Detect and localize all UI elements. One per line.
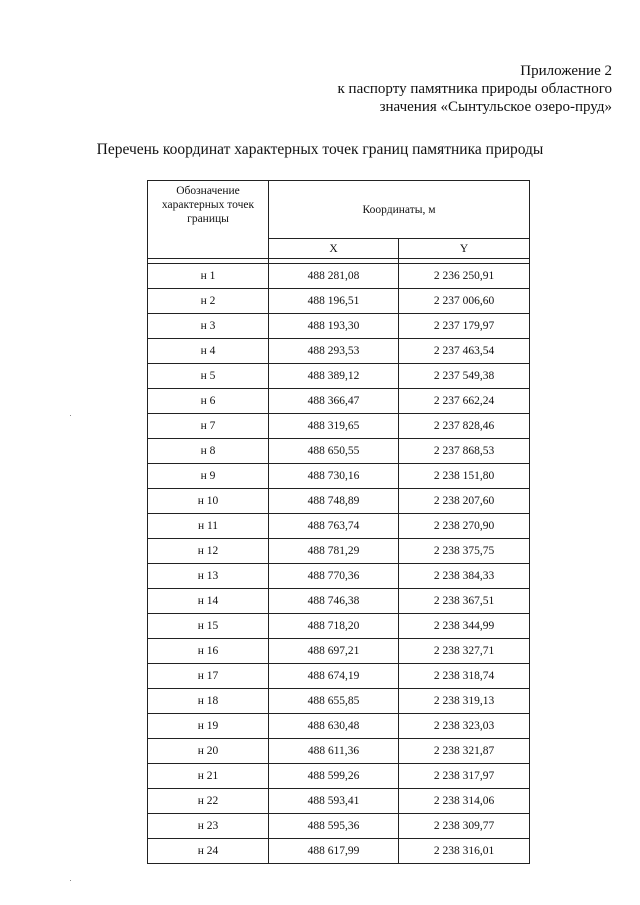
x-cell: 488 630,48 (269, 714, 399, 739)
point-cell: н 7 (148, 414, 269, 439)
x-cell: 488 593,41 (269, 789, 399, 814)
x-cell: 488 617,99 (269, 839, 399, 864)
point-cell: н 9 (148, 464, 269, 489)
table-row (148, 664, 530, 689)
y-cell: 2 237 662,24 (399, 389, 530, 414)
table-row (148, 539, 530, 564)
y-cell: 2 237 828,46 (399, 414, 530, 439)
y-cell: 2 238 270,90 (399, 514, 530, 539)
point-cell: н 22 (148, 789, 269, 814)
table-row (148, 689, 530, 714)
x-cell: 488 389,12 (269, 364, 399, 389)
x-cell: 488 293,53 (269, 339, 399, 364)
table-row (148, 464, 530, 489)
table-row (148, 714, 530, 739)
y-cell: 2 238 344,99 (399, 614, 530, 639)
x-cell: 488 730,16 (269, 464, 399, 489)
point-cell: н 20 (148, 739, 269, 764)
coordinates-header: Координаты, м (269, 181, 530, 239)
x-cell: 488 281,08 (269, 264, 399, 289)
y-cell: 2 238 323,03 (399, 714, 530, 739)
point-cell: н 24 (148, 839, 269, 864)
point-cell: н 15 (148, 614, 269, 639)
y-cell: 2 237 179,97 (399, 314, 530, 339)
coordinates-table (147, 180, 530, 864)
table-row (148, 564, 530, 589)
x-cell: 488 748,89 (269, 489, 399, 514)
table-row (148, 614, 530, 639)
y-cell: 2 238 314,06 (399, 789, 530, 814)
y-cell: 2 238 321,87 (399, 739, 530, 764)
point-cell: н 1 (148, 264, 269, 289)
x-cell: 488 697,21 (269, 639, 399, 664)
x-cell: 488 366,47 (269, 389, 399, 414)
y-cell: 2 238 327,71 (399, 639, 530, 664)
y-cell: 2 237 549,38 (399, 364, 530, 389)
x-cell: 488 595,36 (269, 814, 399, 839)
table-row (148, 514, 530, 539)
y-cell: 2 236 250,91 (399, 264, 530, 289)
table-row (148, 364, 530, 389)
y-cell: 2 238 318,74 (399, 664, 530, 689)
x-cell: 488 746,38 (269, 589, 399, 614)
y-cell: 2 238 309,77 (399, 814, 530, 839)
y-cell: 2 238 367,51 (399, 589, 530, 614)
point-cell: н 14 (148, 589, 269, 614)
coordinates-body (148, 264, 530, 864)
table-row (148, 764, 530, 789)
table-row (148, 739, 530, 764)
appendix-header (338, 62, 612, 116)
y-column-header: Y (399, 239, 530, 259)
point-cell: н 19 (148, 714, 269, 739)
point-designation-header: Обозначение характерных точек границы (148, 181, 269, 259)
table-row (148, 839, 530, 864)
point-cell: н 21 (148, 764, 269, 789)
scan-speck (70, 880, 71, 881)
table-row (148, 389, 530, 414)
scan-speck (70, 415, 71, 416)
x-cell: 488 650,55 (269, 439, 399, 464)
point-cell: н 6 (148, 389, 269, 414)
x-cell: 488 770,36 (269, 564, 399, 589)
document-title: Перечень координат характерных точек границ памятника природы (96, 141, 544, 158)
table-row (148, 339, 530, 364)
table-row (148, 414, 530, 439)
point-cell: н 3 (148, 314, 269, 339)
y-cell: 2 238 319,13 (399, 689, 530, 714)
y-cell: 2 238 384,33 (399, 564, 530, 589)
appendix-line-1: Приложение 2 (520, 63, 612, 79)
y-cell: 2 238 316,01 (399, 839, 530, 864)
table-row (148, 789, 530, 814)
point-cell: н 13 (148, 564, 269, 589)
y-cell: 2 237 463,54 (399, 339, 530, 364)
y-cell: 2 237 006,60 (399, 289, 530, 314)
table-row (148, 814, 530, 839)
y-cell: 2 238 151,80 (399, 464, 530, 489)
point-cell: н 11 (148, 514, 269, 539)
x-cell: 488 319,65 (269, 414, 399, 439)
point-cell: н 5 (148, 364, 269, 389)
x-cell: 488 763,74 (269, 514, 399, 539)
y-cell: 2 238 207,60 (399, 489, 530, 514)
x-cell: 488 781,29 (269, 539, 399, 564)
x-cell: 488 599,26 (269, 764, 399, 789)
x-cell: 488 611,36 (269, 739, 399, 764)
point-cell: н 8 (148, 439, 269, 464)
x-column-header: X (269, 239, 399, 259)
point-cell: н 16 (148, 639, 269, 664)
appendix-line-3: значения «Сынтульское озеро-пруд» (379, 99, 612, 115)
point-cell: н 4 (148, 339, 269, 364)
point-cell: н 18 (148, 689, 269, 714)
point-cell: н 23 (148, 814, 269, 839)
table-row (148, 264, 530, 289)
table-row (148, 439, 530, 464)
table-row (148, 639, 530, 664)
y-cell: 2 238 375,75 (399, 539, 530, 564)
x-cell: 488 196,51 (269, 289, 399, 314)
y-cell: 2 237 868,53 (399, 439, 530, 464)
x-cell: 488 718,20 (269, 614, 399, 639)
point-cell: н 2 (148, 289, 269, 314)
appendix-line-2: к паспорту памятника природы областного (337, 81, 612, 97)
x-cell: 488 655,85 (269, 689, 399, 714)
point-cell: н 10 (148, 489, 269, 514)
table-row (148, 314, 530, 339)
table-row (148, 589, 530, 614)
x-cell: 488 674,19 (269, 664, 399, 689)
point-cell: н 12 (148, 539, 269, 564)
table-row (148, 489, 530, 514)
x-cell: 488 193,30 (269, 314, 399, 339)
point-cell: н 17 (148, 664, 269, 689)
y-cell: 2 238 317,97 (399, 764, 530, 789)
table-row (148, 289, 530, 314)
